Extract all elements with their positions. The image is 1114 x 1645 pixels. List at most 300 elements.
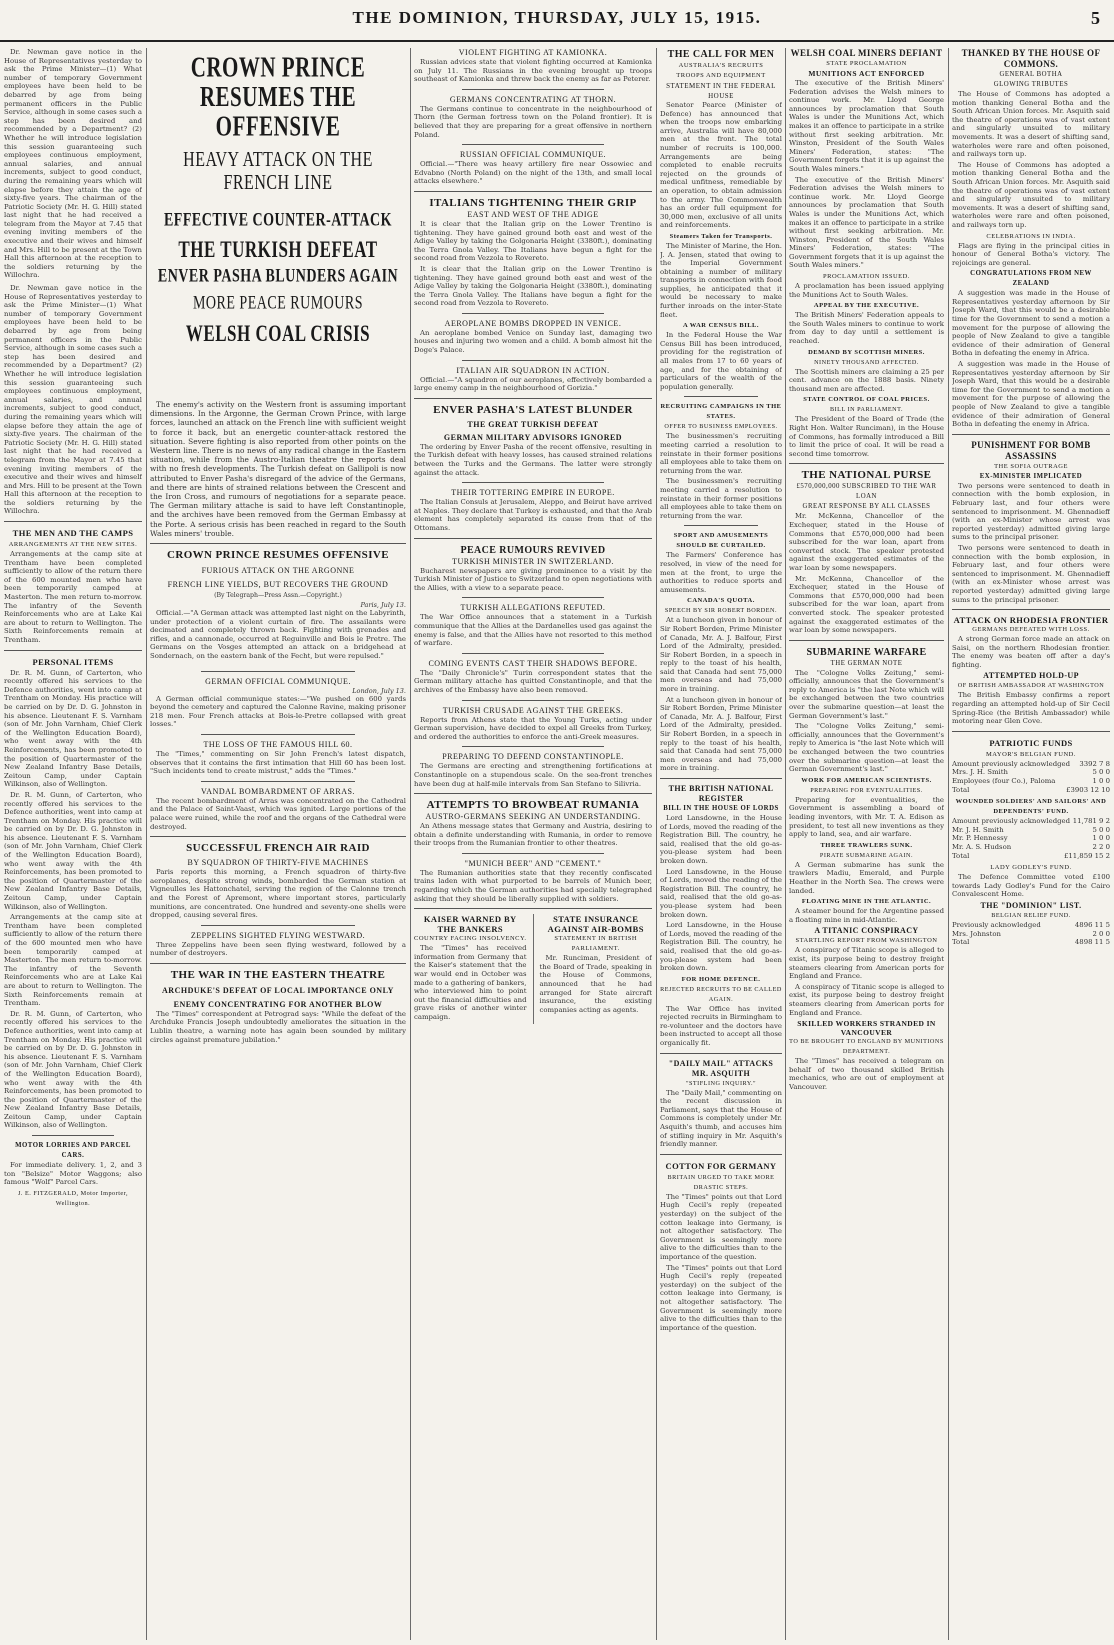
article-body: [660, 432, 782, 520]
article-headline: ZEPPELINS SIGHTED FLYING WESTWARD.: [190, 930, 366, 940]
article-headline: THE LOSS OF THE FAMOUS HILL 60.: [203, 739, 353, 749]
fund-row-amount: 4896 11 5: [1074, 920, 1110, 929]
article-body: [4, 284, 142, 516]
article-headline: A WAR CENSUS BILL.: [682, 322, 760, 330]
article-subheadline: GLOWING TRIBUTES: [993, 81, 1069, 88]
divider: [201, 734, 355, 735]
column-rule: [410, 48, 411, 1640]
article-headline: THEIR TOTTERING EMPIRE IN EUROPE.: [451, 488, 615, 498]
column-6: [789, 48, 944, 1638]
article-headline: PROCLAMATION ISSUED.: [823, 273, 910, 281]
article-text: The Italian Consuls at Jerusalem, Aleppo, and Beirut have arrived at Naples. They declare that Turkey is exhausted, and that the Arab element has completely separated its cause from that of the Ottomans.: [414, 498, 652, 532]
fund-row-label: Previously acknowledged: [952, 920, 1041, 929]
article-body: [660, 616, 782, 773]
article-text: Dr. Newman gave notice in the House of Representatives yesterday to ask the Prime Minister—(1) What number of temporary Government employees have been held to be debarred by age from being permanent officers in the Public Service, although in some cases such a step has been desired and recommended by a Department? (2) Whether he will introduce legislation this session guaranteeing such employees continuous employment, annual salaries, and annual increments, subject to good conduct, during the remaining years which will elapse before they attain the age of sixty-five years. The chairman of the Patriotic Society (Mr. H. G. Hill) stated last night that he had received a telegram from the Mayor at 7.45 that evening inviting members of the executive and their wives and himself and Mrs. Hill to be present at the Town Hall this afternoon at the reception to the soldiers returning by the Willochra.: [4, 284, 142, 516]
article-body: [414, 944, 527, 1021]
article-text: The British Embassy confirms a report regarding an attempted hold-up of Sir Cecil Spring-Rice (the British Ambassador) while motoring near Glen Cove.: [952, 691, 1110, 726]
divider: [789, 463, 944, 464]
fund-row: [952, 826, 1110, 835]
article-subheadline: FURIOUS ATTACK ON THE ARGONNE: [201, 566, 355, 576]
article-text: At a luncheon given in honour of Sir Robert Borden, Prime Minister of Canada, Mr. A. J. Balfour, First Lord of the Admiralty, presided. Sir Robert Borden, in a speech in reply to the toast of his health, said that Canada had sent 75,000 men overseas and had 75,000 more in training.: [660, 695, 782, 773]
fund-heading: LADY GODLEY'S FUND.: [990, 864, 1072, 872]
article-text: A German official communique states:—"We pushed on 600 yards beyond the cemetery and captured the Calonne Ravine, making prisoner 218 men. Four French attacks at Bois-le-Pretre collapsed with great losses.": [150, 694, 406, 729]
main-headline: EFFECTIVE COUNTER-ATTACK: [163, 210, 393, 231]
divider: [952, 434, 1110, 435]
article-headline: THREE TRAWLERS SUNK.: [820, 841, 913, 849]
divider: [201, 925, 355, 926]
article-text: Official.—"A squadron of our aeroplanes, effectively bombarded a large enemy camp in the neighbourhood of Gorizia.": [414, 375, 652, 393]
divider: [462, 144, 605, 145]
fund-list: [952, 921, 1110, 947]
fund-row-label: Mr. J. H. Smith: [952, 825, 1004, 834]
article-text: The "Daily Mail," commenting on the recent discussion in Parliament, says that the House of Commons is completely under Mr. Asquith's thumb, and accuses him of stifling inquiry in Mr. Asquith's friendly manner.: [660, 1088, 782, 1149]
article-headline: ATTEMPTS TO BROWBEAT RUMANIA: [426, 799, 640, 812]
article-subheadline: TROOPS AND EQUIPMENT: [676, 72, 766, 79]
article-body: [414, 716, 652, 742]
article-text: The Scottish miners are claiming a 25 per cent. advance on the 1888 basis. Ninety thousand men are affected.: [789, 367, 944, 393]
fund-row-label: Mr. P. Hennessy: [952, 834, 1008, 843]
article-text: It is clear that the Italian grip on the Lower Trentino is tightening. They have gained ground both east and west of the Adige Valley by taking the Golgonaria Height (3380ft.), dominating the Terra Gnola Valley. The Italians have begun a fight for the second road from Vezzola to Rovereto.: [414, 219, 652, 263]
article-body: [952, 289, 1110, 429]
fund-heading: MAYOR'S BELGIAN FUND.: [986, 750, 1076, 758]
article-text: At a luncheon given in honour of Sir Robert Borden, Prime Minister of Canada, Mr. A. J. Balfour, First Lord of the Admiralty, presided. Sir Robert Borden, in a speech in reply to the toast of his health, said that Canada had sent 75,000 men overseas and had 75,000 more in training.: [660, 616, 782, 694]
ad-body: [4, 1161, 142, 1187]
divider: [150, 543, 406, 544]
article-text: The President of the Board of Trade (the Right Hon. Walter Runciman), in the House of Commons, has formally introduced a Bill to limit the price of coal. It will be read a second time tomorrow.: [789, 415, 944, 458]
column-rule: [656, 48, 657, 1640]
article-body: [4, 669, 142, 1130]
article-body: [414, 669, 652, 695]
article-text: Bucharest newspapers are giving prominence to a visit by the Turkish Minister of Justice to Switzerland to open negotiations with the Allies, with a view to a separate peace.: [414, 566, 652, 592]
article-subheadline: EAST AND WEST OF THE ADIGE: [467, 209, 599, 219]
article-body: [660, 1193, 782, 1333]
divider: [462, 653, 605, 654]
fund-row: [952, 921, 1110, 930]
divider: [462, 89, 605, 90]
article-text: A conspiracy of Titanic scope is alleged to exist, its purpose being to destroy freight steamers clearing from American ports for England and France.: [789, 946, 944, 981]
article-headline: TURKISH ALLEGATIONS REFUTED.: [460, 603, 606, 613]
article-text: Dr. Newman gave notice in the House of Representatives yesterday to ask the Prime Minister—(1) What number of temporary Government employees have been held to be debarred by age from being permanent officers in the Public Service, although in some cases such a step has been desired and recommended by a Department? (2) Whether he will introduce legislation this session guaranteeing such employees continuous employment, annual salaries, and annual increments, subject to good conduct, during the remaining years which will elapse before they attain the age of sixty-five years. The chairman of the Patriotic Society (Mr. H. G. Hill) stated last night that he had received a telegram from the Mayor at 7.45 that evening inviting members of the executive and their wives and himself and Mrs. Hill to be present at the Town Hall this afternoon at the reception to the soldiers returning by the Willochra.: [4, 48, 142, 280]
article-body: [789, 946, 944, 1017]
article-text: The War Office announces that a statement in a Turkish communique that the Allies at the Dardanelles used gas against the enemy is false, and that the Allies have not resorted to this method of warfare.: [414, 613, 652, 648]
fund-row-label: Amount previously acknowledged: [952, 817, 1071, 826]
article-text: A conspiracy of Titanic scope is alleged to exist, its purpose being to destroy freight steamers clearing from American ports for England and France.: [789, 982, 944, 1017]
divider: [462, 482, 605, 483]
article-headline: PERSONAL ITEMS: [32, 656, 114, 667]
article-body: [789, 79, 944, 270]
main-headline: CROWN PRINCE RESUMES THE OFFENSIVE: [190, 50, 366, 143]
article-body: [414, 443, 652, 477]
article-subheadline: PIRATE SUBMARINE AGAIN.: [819, 851, 914, 859]
main-headline: THE TURKISH DEFEAT: [178, 237, 378, 263]
divider: [414, 793, 652, 794]
column-2-3: [150, 48, 406, 1638]
article-subheadline: THE GERMAN NOTE: [830, 659, 903, 667]
article-headline: APPEAL BY THE EXECUTIVE.: [813, 302, 920, 310]
article-text: The Minister of Marine, the Hon. J. A. Jensen, stated that owing to the Imperial Government obtaining a number of military transports in connection with food supplies, he anticipated that it would be necessary to make further inroads on the inter-State fleet.: [660, 241, 782, 319]
article-headline: SUBMARINE WARFARE: [806, 646, 927, 658]
article-body: [414, 567, 652, 593]
divider: [462, 597, 605, 598]
article-text: Senator Pearce (Minister of Defence) has announced that when the troops now embarking arrive, Australia will have 80,000 men at the front. The total number of recruits is 100,000. Arrangements are being completed to enable recruits rejected on the grounds of medical unfitness, remediable by an operation, to obtain admission to the army. The Commonwealth has an order full equipment for 30,000 men, exclusive of all units and reinforcements.: [660, 101, 782, 230]
column-5: [660, 48, 782, 1638]
article-headline: SUCCESSFUL FRENCH AIR RAID: [186, 842, 370, 855]
article-headline: THE BRITISH NATIONAL REGISTER: [668, 784, 774, 803]
article-text: Three Zeppelins have been seen flying westward, followed by a number of destroyers.: [150, 940, 406, 958]
article-text: Lord Lansdowne, in the House of Lords, moved the reading of the Registration Bill. The country, he said, realised that the old go-as-you-please system had been broken down.: [660, 814, 782, 865]
newspaper-masthead-title: THE DOMINION, THURSDAY, JULY 15, 1915.: [352, 8, 762, 27]
article-text: Official.—"There was heavy artillery fire near Ossowiec and Edvabno (North Poland) on the night of the 13th, and small local attacks elsewhere.": [414, 160, 652, 186]
article-subheadline: EX-MINISTER IMPLICATED: [979, 472, 1083, 480]
article-text: Lord Lansdowne, in the House of Lords, moved the reading of the Registration Bill. The country, he said, realised that the old go-as-you-please system had been broken down.: [660, 921, 782, 973]
ad-title: MOTOR LORRIES AND PARCEL CARS.: [15, 1142, 131, 1160]
divider: [4, 650, 142, 651]
article-headline: RUSSIAN OFFICIAL COMMUNIQUE.: [460, 150, 606, 160]
article-body: [150, 695, 406, 729]
article-headline: THE NATIONAL PURSE: [801, 469, 932, 482]
article-text: The "Times" correspondent at Petrograd says: "While the defeat of the Archduke Francis Joseph undoubtedly ameliorates the situation in the Lublin theatre, a warning note has again been sounded by military circles against premature jubilation.": [150, 1009, 406, 1044]
ad-signature: J. E. FITZGERALD, Motor Importer, Wellington.: [17, 1189, 129, 1207]
article-body: [660, 1089, 782, 1149]
article-text: The "Times" has received a telegram on behalf of two thousand skilled British mechanics, who are out of employment at Vancouver.: [789, 1057, 944, 1091]
article-headline: "DAILY MAIL" ATTACKS MR. ASQUITH: [668, 1058, 774, 1078]
article-headline: GERMAN OFFICIAL COMMUNIQUE.: [205, 676, 351, 686]
article-headline: ITALIAN AIR SQUADRON IN ACTION.: [456, 365, 610, 375]
article-subheadline: GERMANS DEFEATED WITH LOSS.: [972, 626, 1090, 634]
article-text: The "Times" has received information from Germany that the Kaiser's statement that the war would end in October was made to a gathering of bankers, who interviewed him to point out the financial difficulties and grave risks of another winter campaign.: [414, 944, 527, 1021]
article-body: [789, 368, 944, 394]
fund-list: [952, 817, 1110, 860]
article-text: The "Times," commenting on Sir John French's latest dispatch, observes that it contains the first intimation that Hill 60 has been lost. "Such incidents tend to create mistrust," adds the "Times.": [150, 749, 406, 776]
article-headline: ITALIANS TIGHTENING THEIR GRIP: [429, 196, 637, 209]
article-body: [789, 282, 944, 299]
article-headline: COMING EVENTS CAST THEIR SHADOWS BEFORE.: [428, 658, 638, 668]
article-headline: FLOATING MINE IN THE ATLANTIC.: [801, 898, 932, 906]
article-body: [4, 48, 142, 280]
article-text: The "Times" points out that Lord Hugh Cecil's reply (repeated yesterday) on the subject of the cotton leakage into Germany, is not altogether satisfactory. The Government is seemingly more alive to the difficulties than to the importance of the question.: [660, 1192, 782, 1261]
article-credit: (By Telegraph—Press Assn.—Copyright.): [214, 592, 342, 600]
article-text: It is clear that the Italian grip on the Lower Trentino is tightening. They have gained ground both east and west of the Adige Valley by taking the Golgonaria Height (3380ft.), dominating the Terra Gnola Valley. The Italians have begun a fight for the second road from Vezzola to Rovereto.: [414, 264, 652, 308]
article-subheadline: FRENCH LINE YIELDS, BUT RECOVERS THE GROUND: [167, 580, 389, 590]
divider: [684, 396, 757, 397]
article-subheadline: STATEMENT IN THE FEDERAL HOUSE: [666, 82, 776, 100]
article-headline: SKILLED WORKERS STRANDED IN VANCOUVER: [797, 1019, 936, 1038]
main-headline: MORE PEACE RUMOURS: [192, 293, 364, 314]
article-subheadline: BY SQUADRON OF THIRTY-FIVE MACHINES: [187, 858, 369, 868]
article-headline: ENVER PASHA'S LATEST BLUNDER: [433, 403, 633, 416]
page-number: 5: [1091, 8, 1100, 28]
fund-row-amount: £11,859 15 2: [1063, 851, 1110, 860]
section-heading: PATRIOTIC FUNDS: [989, 737, 1073, 748]
divider: [414, 191, 652, 192]
masthead: [0, 0, 1114, 42]
divider: [462, 746, 605, 747]
fund-row: [952, 938, 1110, 947]
article-text: A proclamation has been issued applying the Munitions Act to South Wales.: [789, 282, 944, 299]
article-headline: STATE CONTROL OF COAL PRICES.: [803, 396, 930, 404]
article-state-insurance: [540, 914, 653, 1023]
article-headline: DEMAND BY SCOTTISH MINERS.: [808, 348, 925, 356]
article-subheadline: GREAT RESPONSE BY ALL CLASSES: [802, 503, 931, 511]
article-subheadline: TURKISH MINISTER IN SWITZERLAND.: [452, 556, 614, 566]
article-text: Lord Lansdowne, in the House of Lords, moved the reading of the Registration Bill. The country, he said, realised that the old go-as-you-please system had been broken down.: [660, 867, 782, 919]
article-text: The "Cologne Volks Zeitung," semi-officially, announces that the Government's reply to America is "the last Note which will be exchanged between the two countries over the submarine question—at least the German Government's last.": [789, 722, 944, 774]
fund-row-amount: 2 0 0: [1092, 929, 1110, 938]
article-headline: PREPARING TO DEFEND CONSTANTINOPLE.: [442, 752, 624, 762]
fund-row-amount: 11,781 9 2: [1072, 817, 1110, 826]
article-subheadline: BILL IN THE HOUSE OF LORDS: [663, 805, 779, 812]
article-text: Official.—"A German attack was attempted last night on the Labyrinth, under protection of a violent curtain of fire. The assailants were decimated and completely thrown back. Fighting with grenades and rifles, and a cannonade, occurred at Reguinville and Bois le Pretre. The Germans on the Vosges attempted an attack on a bridgehead at Sondernach, on the eastern bank of the Fecht, but were repulsed.": [150, 609, 406, 661]
article-headline: "MUNICH BEER" AND "CEMENT.": [464, 858, 602, 868]
article-headline: CELEBRATIONS IN INDIA.: [986, 232, 1076, 240]
divider: [414, 908, 652, 909]
article-headline: CROWN PRINCE RESUMES OFFENSIVE: [167, 549, 389, 562]
article-body: [789, 861, 944, 895]
article-body: [414, 105, 652, 139]
article-subheadline: SPEECH BY SIR ROBERT BORDEN.: [664, 607, 778, 615]
article-subheadline: £570,000,000 SUBSCRIBED TO THE WAR LOAN: [796, 483, 937, 501]
article-text: An aeroplane bombed Venice on Sunday last, damaging two houses and injuring two women and a child. A bomb almost hit the Doge's Palace.: [414, 328, 652, 355]
fund-row-label: Total: [952, 785, 970, 794]
divider: [201, 671, 355, 672]
article-headline: FOR HOME DEFENCE.: [681, 975, 761, 983]
article-subheadline: STARTLING REPORT FROM WASHINGTON: [795, 937, 938, 945]
fund-row: [952, 843, 1110, 852]
ad-text: For immediate delivery. 1, 2, and 3 ton "Belsize" Motor Waggons; also famous "Wolf" Parcel Cars.: [4, 1161, 142, 1187]
article-body: [414, 329, 652, 355]
article-headline: THE WAR IN THE EASTERN THEATRE: [170, 968, 386, 981]
article-headline: ATTEMPTED HOLD-UP: [983, 671, 1079, 681]
article-body: [414, 160, 652, 186]
article-text: Two persons were sentenced to death in connection with the bomb explosion, in February last, and four others were sentenced to imprisonment. M. Ghennadieff (with an ex-Minister whose arrest was reported yesterday) admitted giving large sums to the principal prisoner.: [952, 481, 1110, 542]
article-headline: VIOLENT FIGHTING AT KAMIONKA.: [458, 48, 608, 57]
column-7: [952, 48, 1110, 1638]
article-headline: CANADA'S QUOTA.: [687, 597, 755, 605]
article-subheadline: AUSTRALIA'S RECRUITS: [678, 62, 764, 69]
article-text: The executive of the British Miners' Federation advises the Welsh miners to continue work. Mr. Lloyd George announces by proclamation that South Wales is under the Munitions Act, which makes it an offence to participate in a strike without first seeking arbitration. Mr. Winston, President of the South Wales Miners' Federation, states: "The Government forgets that it is up against the South Wales miners.": [789, 175, 944, 270]
article-text: A suggestion was made in the House of Representatives yesterday afternoon by Sir Joseph Ward, that this would be a desirable time for the Government to send a motion a movement for the purpose of allowing the people of New Zealand to give a tangible evidence of their admiration of General Botha in defeating the enemy in Africa.: [952, 289, 1110, 358]
article-text: Dr. R. M. Gunn, of Carterton, who recently offered his services to the Defence authorities, went into camp at Trentham on Monday. His practice will be carried on by Dr. D. G. Johnston in his absence. Lieutenant F. S. Varnham (son of Mr. John Varnham, Chief Clerk of the Wellington Education Board), who went away with the 4th Reinforcements, has been promoted to the position of Quartermaster of the New Zealand Infantry Base Details, Zeitoun Camp, under Captain Wilkinson, also of Wellington.: [4, 790, 142, 911]
article-text: Dr. R. M. Gunn, of Carterton, who recently offered his services to the Defence authorities, went into camp at Trentham on Monday. His practice will be carried on by Dr. D. G. Johnston in his absence. Lieutenant F. S. Varnham (son of Mr. John Varnham, Chief Clerk of the Wellington Education Board), who went away with the 4th Reinforcements, has been promoted to the position of Quartermaster of the New Zealand Infantry Base Details, Zeitoun Camp, under Captain Wilkinson, also of Wellington.: [4, 668, 142, 789]
article-text: The businessmen's recruiting meeting carried a resolution to reinstate in their former positions all employees able to take them on returning from the war.: [660, 477, 782, 520]
divider: [462, 360, 605, 361]
article-text: Flags are flying in the principal cities in honour of General Botha's victory. The rejoicings are general.: [952, 241, 1110, 267]
article-subheadline: BRITAIN URGED TO TAKE MORE DRASTIC STEPS.: [667, 1173, 775, 1191]
article-text: The "Times" points out that Lord Hugh Cecil's reply (repeated yesterday) on the subject of the cotton leakage into Germany, is not altogether satisfactory. The Government is seemingly more alive to the difficulties than to the importance of the question.: [660, 1263, 782, 1332]
fund-row: [952, 768, 1110, 777]
divider: [660, 1154, 782, 1155]
divider: [32, 1135, 115, 1136]
divider: [684, 525, 757, 526]
dateline: Paris, July 13.: [360, 601, 406, 610]
divider: [201, 781, 355, 782]
fund-row-amount: 4898 11 5: [1074, 938, 1110, 947]
column-rule: [533, 914, 534, 1023]
article-headline: STATE INSURANCE AGAINST AIR-BOMBS: [547, 914, 644, 935]
summary-body: [150, 400, 406, 538]
article-text: Mr. McKenna, Chancellor of the Exchequer, stated in the House of Commons that £570,000,000 had been subscribed for the war loan, apart from converted stock. The speaker protested against the exaggerated estimates of the war loan by some newspapers.: [789, 574, 944, 635]
article-text: The ordering by Enver Pasha of the recent offensive, resulting in the Turkish defeat with heavy losses, has caused strained relations between the Turks and the Germans. The latter were strongly against the attack.: [414, 442, 652, 477]
article-subheadline: ARCHDUKE'S DEFEAT OF LOCAL IMPORTANCE ONLY: [162, 985, 394, 995]
article-headline: Steamers Taken for Transports.: [669, 232, 773, 240]
article-subheadline: OF BRITISH AMBASSADOR AT WASHINGTON: [957, 682, 1105, 690]
fund-row-label: Mrs. Johnston: [952, 929, 1001, 938]
column-1: [4, 48, 142, 1638]
article-crown-prince: [150, 549, 406, 661]
article-kaiser: [414, 914, 527, 1023]
article-headline: SPORT AND AMUSEMENTS SHOULD BE CURTAILED.: [673, 532, 769, 550]
article-subheadline: THE GREAT TURKISH DEFEAT: [467, 419, 599, 429]
article-text: A German submarine has sunk the trawlers Madiu, Emerald, and Purple Heather in the North Sea. The crews were landed.: [789, 860, 944, 895]
divider: [462, 313, 605, 314]
article-subheadline: MUNITIONS ACT ENFORCED: [808, 69, 925, 78]
main-headline: WELSH COAL CRISIS: [185, 320, 371, 346]
divider: [789, 640, 944, 641]
fund-row-label: Employees (four Co.), Paloma: [952, 777, 1056, 786]
article-subheadline: REJECTED RECRUITS TO BE CALLED AGAIN.: [660, 985, 782, 1003]
article-subheadline: AUSTRO-GERMANS SEEKING AN UNDERSTANDING.: [425, 812, 641, 822]
article-subheadline: STATEMENT IN BRITISH PARLIAMENT.: [554, 935, 638, 953]
article-body: [414, 220, 652, 308]
article-text: A strong German force made an attack on Saisi, on the northern Rhodesian frontier. The enemy was beaten off after a day's fighting.: [952, 635, 1110, 669]
article-subheadline: GENERAL BOTHA: [999, 71, 1063, 78]
divider: [150, 963, 406, 964]
article-headline: WELSH COAL MINERS DEFIANT: [790, 48, 943, 58]
article-text: The War Office has invited rejected recruits in Birmingham to re-volunteer and the doctors have been instructed to accept all those organically fit.: [660, 1004, 782, 1048]
article-body: [660, 1005, 782, 1048]
article-text: The House of Commons has adopted a motion thanking General Botha and the South African Union forces. Mr. Asquith said the theatre of operations was of vast extent and singularly unsuited to military movements. It was a desert of shifting sand, waterholes were rare and often poisoned, and railways torn up.: [952, 160, 1110, 229]
fund-heading: THE "DOMINION" LIST.: [980, 900, 1082, 910]
article-text: Dr. R. M. Gunn, of Carterton, who recently offered his services to the Defence authorities, went into camp at Trentham on Monday. His practice will be carried on by Dr. D. G. Johnston in his absence. Lieutenant F. S. Varnham (son of Mr. John Varnham, Chief Clerk of the Wellington Education Board), who went away with the 4th Reinforcements, has been promoted to the position of Quartermaster of the New Zealand Infantry Base Details, Zeitoun Camp, under Captain Wilkinson, also of Wellington.: [4, 1009, 142, 1130]
article-body: [414, 376, 652, 393]
fund-row-amount: 5 0 0: [1092, 825, 1110, 834]
article-body: [952, 691, 1110, 725]
divider: [952, 609, 1110, 610]
article-text: The House of Commons has adopted a motion thanking General Botha and the South African Union forces. Mr. Asquith said the theatre of operations was of vast extent and singularly unsuited to military movements. It was a desert of shifting sand, waterholes were rare and often poisoned, and railways torn up.: [952, 90, 1110, 159]
article-body: [789, 1057, 944, 1091]
article-body: [150, 750, 406, 776]
divider: [660, 1053, 782, 1054]
fund-row-amount: 1 0 0: [1092, 834, 1110, 843]
article-headline: A TITANIC CONSPIRACY: [814, 926, 919, 936]
fund-row: [952, 760, 1110, 769]
fund-row: [952, 930, 1110, 939]
fund-row: [952, 834, 1110, 843]
article-text: The Germans continue to concentrate in the neighbourhood of Thorn (the German fortress town on the Poland frontier). It is believed that they are preparing for a great offensive in northern Poland.: [414, 104, 652, 139]
article-body: [414, 869, 652, 903]
headline-stack: [150, 52, 406, 392]
article-headline: COTTON FOR GERMANY: [665, 1160, 777, 1171]
article-body: [660, 551, 782, 594]
fund-row-amount: 3392 7 8: [1079, 759, 1110, 768]
article-text: Arrangements at the camp site at Trentham have been completed sufficiently to allow of the return there of the 600 mounted men who have been temporarily camped at Masterton. The men return to-morrow. The infantry of the Seventh Reinforcements who are at Lake Kai are about to return to Wellington. The Sixth Reinforcements remain at Trentham.: [4, 550, 142, 644]
article-headline: VANDAL BOMBARDMENT OF ARRAS.: [201, 786, 355, 796]
article-headline: GERMANS CONCENTRATING AT THORN.: [449, 94, 617, 104]
article-subheadline: OFFER TO BUSINESS EMPLOYEES.: [664, 423, 778, 431]
divider: [150, 836, 406, 837]
fund-row: [952, 817, 1110, 826]
article-body: [789, 311, 944, 345]
article-subheadline: ENEMY CONCENTRATING FOR ANOTHER BLOW: [173, 999, 383, 1009]
article-body: [789, 907, 944, 924]
fund-row-label: Total: [952, 851, 970, 860]
article-headline: TURKISH CRUSADE AGAINST THE GREEKS.: [442, 705, 624, 715]
column-rule: [785, 48, 786, 1640]
article-headline: PUNISHMENT FOR BOMB ASSASSINS: [971, 439, 1091, 461]
article-subheadline: TO BE BROUGHT TO ENGLAND BY MUNITIONS DEPARTMENT.: [789, 1038, 944, 1056]
article-body: [150, 1010, 406, 1044]
fund-row-label: Total: [952, 938, 970, 947]
article-body: [952, 242, 1110, 268]
article-subheadline: PREPARING FOR EVENTUALITIES.: [810, 786, 923, 794]
article-text: The recent bombardment of Arras was concentrated on the Cathedral and the Palace of Saint-Vaast, which was ignited. Large portions of the palace were ruined, while the roof and the organs of the Cathedral were destroyed.: [150, 796, 406, 831]
article-text: In the Federal House the War Census Bill has been introduced, providing for the registration of all males from 17 to 60 years of age, and for the obtaining of particulars of the wealth of the population generally.: [660, 331, 782, 391]
fund-row-amount: 5 0 0: [1092, 768, 1110, 777]
summary-text: The enemy's activity on the Western front is assuming important dimensions. In the Argonne, the German Crown Prince, with large forces, launched an attack on the French line with sufficient weight to force it back, but an energetic counter-attack restored the situation. Severe fighting is also reported from other points on the Western line. There is no news of any radical change in the Eastern situation, while from the Austro-Italian theatre the reports deal with no fresh developments. The Turkish defeat on Gallipoli is now attributed to Enver Pasha's disregard of the advice of the Germans, and there are hints of strained relations between the Crescent and the Iron Cross, and rumours of negotiations for a separate peace. The German military attache is said to have left Constantinople, and the archives have been removed from the German Embassy at the Porte. A serious crisis has been reached in regard to the South Wales miners' trouble.: [150, 400, 406, 538]
article-body: [660, 331, 782, 391]
article-headline: WORK FOR AMERICAN SCIENTISTS.: [801, 776, 932, 784]
article-text: The "Daily Chronicle's" Turin correspondent states that the German military attache has quitted Constantinople, and that the archives of the Embassy have also been removed.: [414, 668, 652, 694]
article-body: [789, 512, 944, 634]
article-text: The Germans are erecting and strengthening fortifications at Constantinople on a stupendous scale. On the sea-front trenches have been dug at half-mile intervals from San Stefano to Silivria.: [414, 762, 652, 788]
article-body: [414, 498, 652, 532]
divider: [414, 398, 652, 399]
article-body: [540, 954, 653, 1014]
article-text: The "Cologne Volks Zeitung," semi-officially, announces that the Government's reply to America is "the last Note which will be exchanged between the two countries over the submarine question—at least the German Government's last.": [789, 668, 944, 720]
article-subheadline: NINETY THOUSAND AFFECTED.: [814, 358, 919, 366]
article-subheadline: BILL IN PARLIAMENT.: [829, 406, 904, 414]
article-body: [789, 796, 944, 839]
column-rule: [948, 48, 949, 1640]
article-text: A steamer bound for the Argentine passed a floating mine in mid-Atlantic.: [789, 907, 944, 924]
article-headline: THE MEN AND THE CAMPS: [12, 528, 134, 539]
fund-row-label: Amount previously acknowledged: [952, 759, 1071, 768]
article-text: The executive of the British Miners' Federation advises the Welsh miners to continue work. Mr. Lloyd George announces by proclamation that South Wales is under the Munitions Act, which makes it an offence to participate in a strike without first seeking arbitration. Mr. Winston, President of the South Wales Miners' Federation, states: "The Government forgets that it is up against the South Wales miners.": [789, 79, 944, 173]
article-text: Mr. McKenna, Chancellor of the Exchequer, stated in the House of Commons that £570,000,000 had been subscribed for the war loan, apart from converted stock. The speaker protested against the exaggerated estimates of the war loan by some newspapers.: [789, 512, 944, 572]
article-text: Arrangements at the camp site at Trentham have been completed sufficiently to allow of the return there of the 600 mounted men who have been temporarily camped at Masterton. The men return to-morrow. The infantry of the Seventh Reinforcements who are at Lake Kai are about to return to Wellington. The Sixth Reinforcements remain at Trentham.: [4, 913, 142, 1008]
fund-row-label: Mr. A. S. Hudson: [952, 843, 1012, 851]
divider: [414, 538, 652, 539]
article-text: Russian advices state that violent fighting occurred at Kamionka on July 11. The Russians in the evening brought up troops southeast of Kamionka and threw back the enemy as far as Peterer.: [414, 58, 652, 84]
article-body: [150, 941, 406, 958]
article-body: [414, 822, 652, 848]
article-text: A suggestion was made in the House of Representatives yesterday afternoon by Sir Joseph Ward, that this would be a desirable time for the Government to send a motion a movement for the purpose of allowing the people of New Zealand to give a tangible evidence of their admiration of General Botha in defeating the enemy in Africa.: [952, 360, 1110, 429]
article-body: [952, 635, 1110, 669]
column-4: [414, 48, 652, 1638]
dateline: London, July 13.: [352, 686, 406, 695]
article-text: Two persons were sentenced to death in connection with the bomb explosion, in February last, and four others were sentenced to imprisonment. M. Ghennadieff (with an ex-Minister whose arrest was reported yesterday) admitted giving large sums to the principal prisoner.: [952, 543, 1110, 604]
article-headline: PEACE RUMOURS REVIVED: [460, 544, 606, 556]
article-text: Paris reports this morning, a French squadron of thirty-five aeroplanes, despite strong winds, bombarded the German station at Vigneulles les Hattonchatel, serving the region of the Calonne trench and the Forest of Apremont, where important stores, particularly munitions, are concentrated. One hundred and seventy-one shells were dropped, causing several fires.: [150, 868, 406, 920]
article-body: [414, 613, 652, 647]
fund-row: [952, 777, 1110, 786]
article-headline: AEROPLANE BOMBS DROPPED IN VENICE.: [444, 318, 622, 328]
article-body: [952, 873, 1110, 899]
main-headline: ENVER PASHA BLUNDERS AGAIN: [157, 266, 399, 288]
article-body: [414, 762, 652, 788]
article-text: The Rumanian authorities state that they recently confiscated trains laden with what purported to be barrels of Munich beer, regarding which the German authorities had specially telegraphed asking that they should be liberally supplied with soldiers.: [414, 868, 652, 903]
article-headline: ATTACK ON RHODESIA FRONTIER: [953, 615, 1109, 626]
divider: [952, 731, 1110, 732]
article-subheadline: "STIFLING INQUIRY.": [685, 1079, 757, 1087]
divider: [4, 521, 142, 522]
divider: [462, 853, 605, 854]
article-subheadline: GERMAN MILITARY ADVISORS IGNORED: [443, 432, 623, 442]
column-rule: [146, 48, 147, 1640]
fund-row-amount: £3903 12 10: [1066, 785, 1110, 794]
fund-row-amount: 1 0 0: [1092, 777, 1110, 786]
divider: [462, 700, 605, 701]
